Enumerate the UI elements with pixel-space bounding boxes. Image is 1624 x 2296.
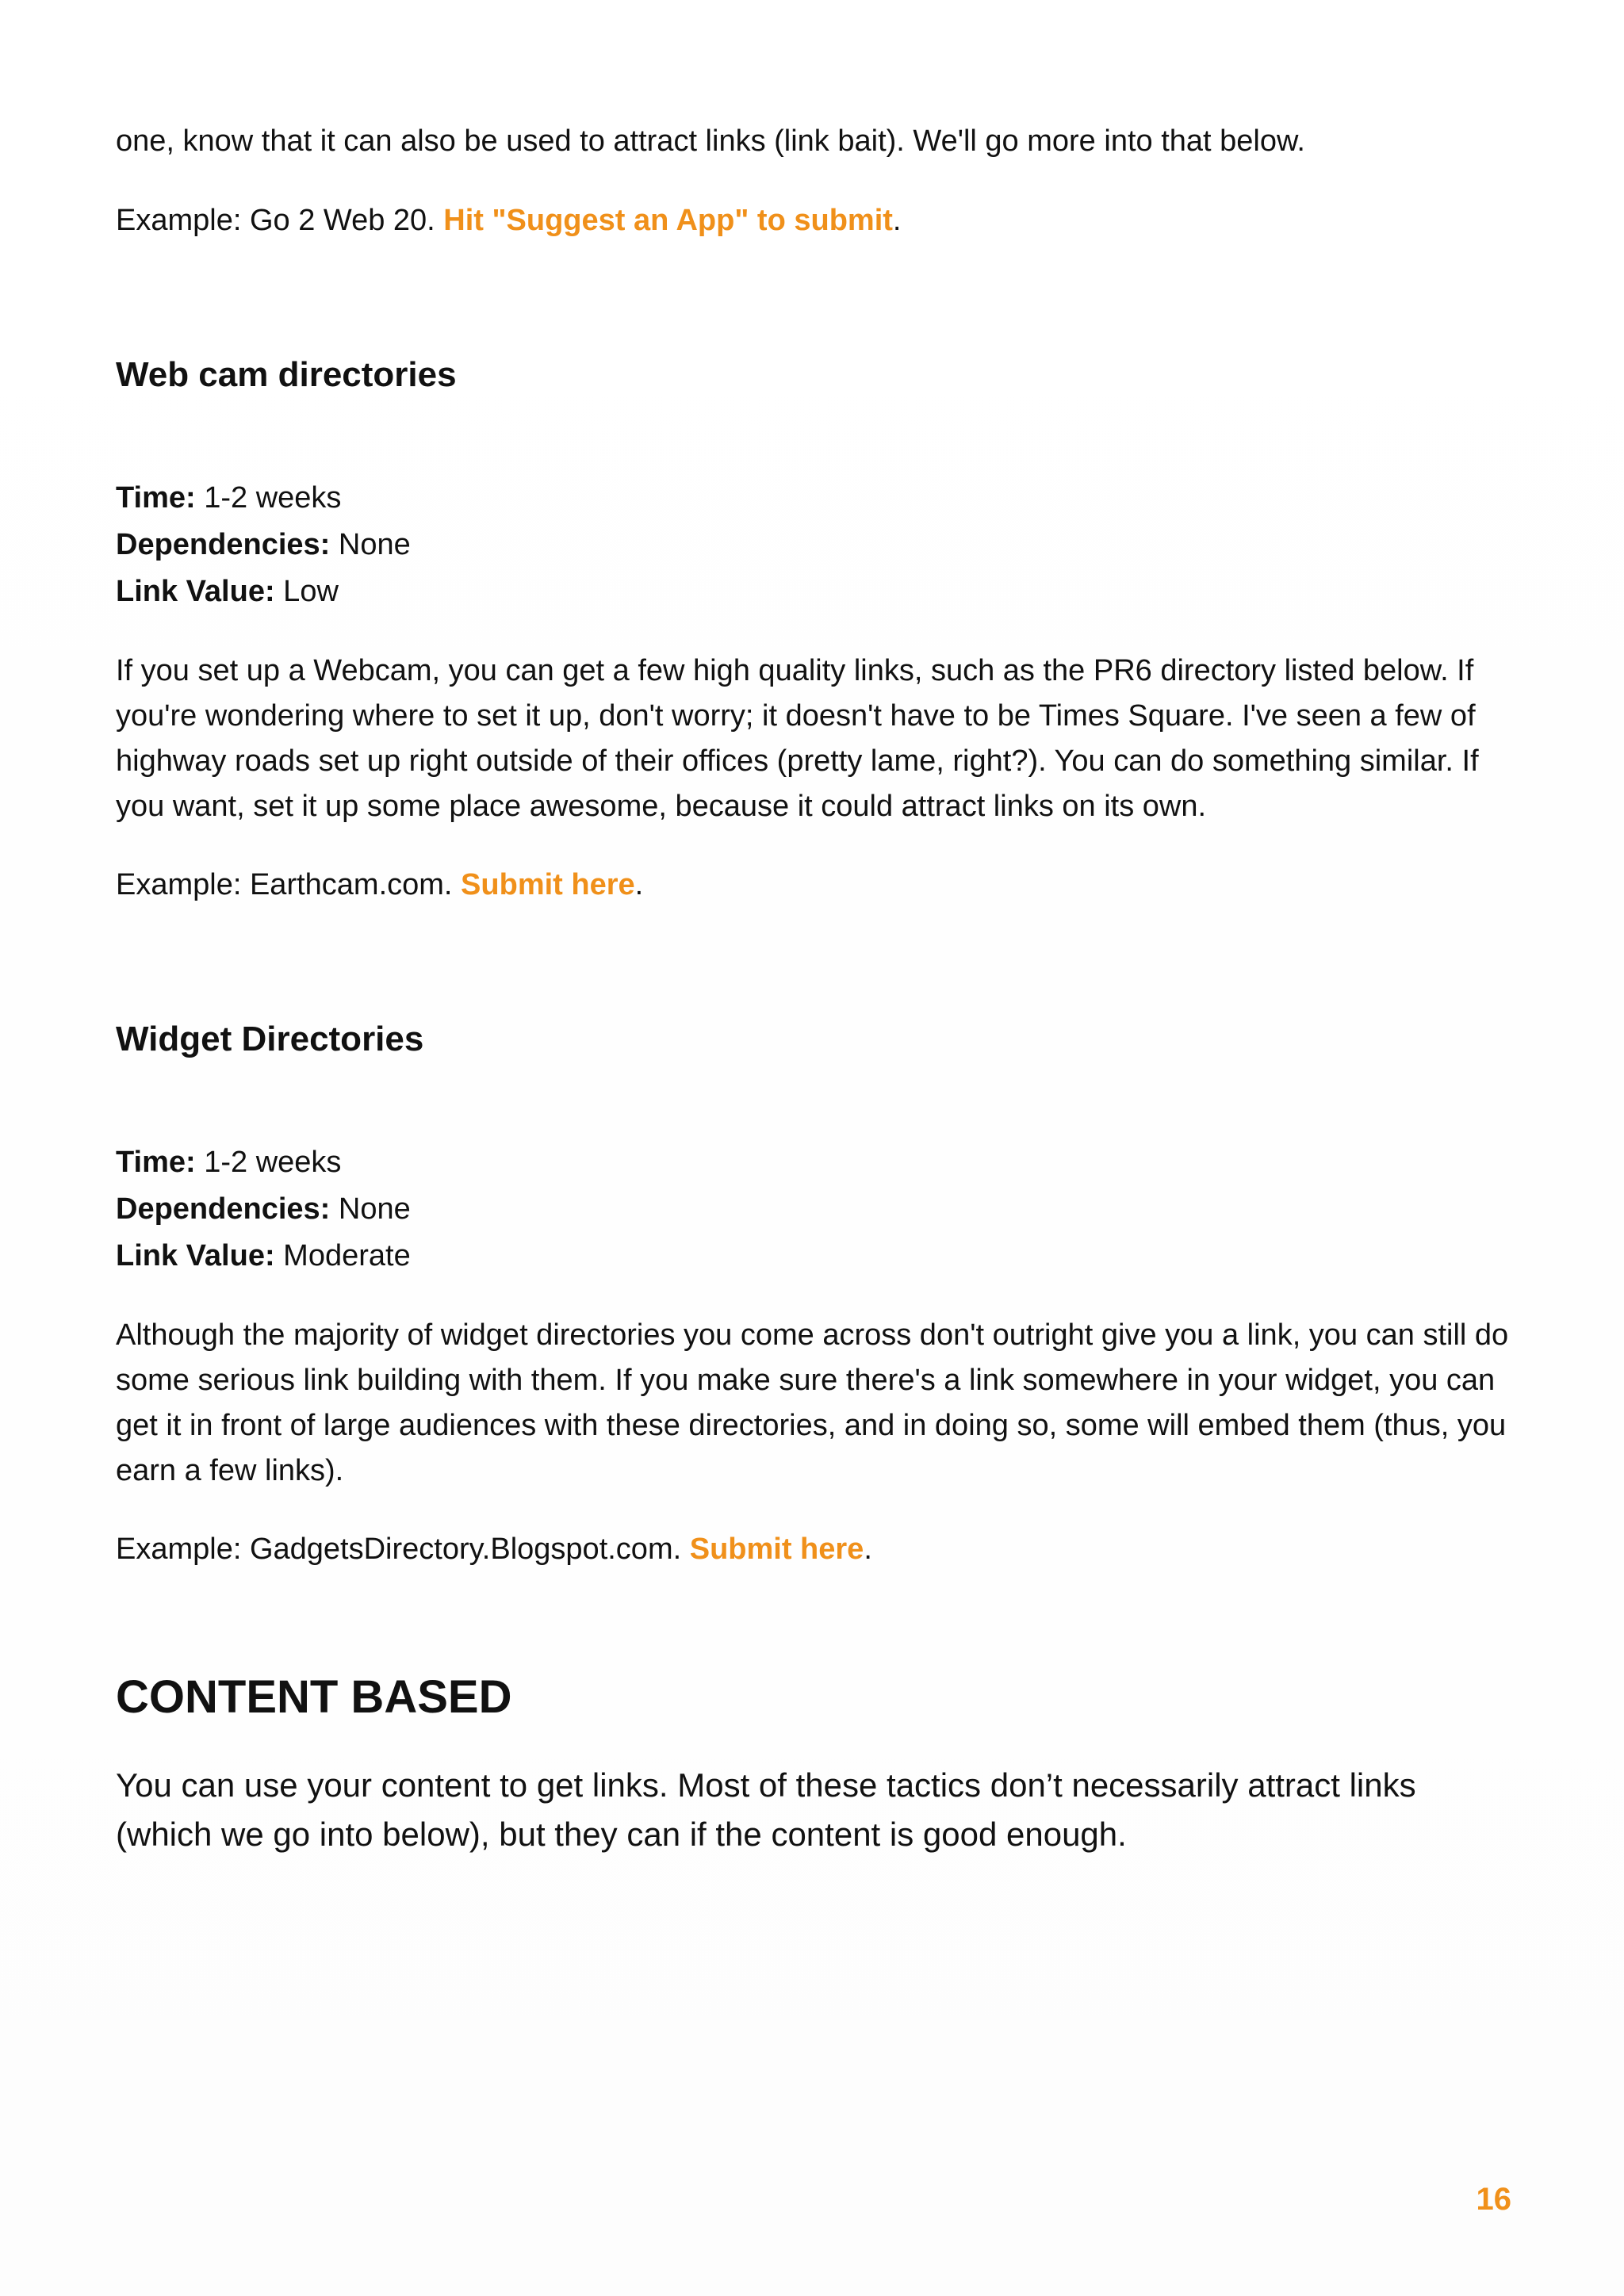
widget-time-value: 1-2 weeks [195,1146,342,1179]
suggest-app-link[interactable]: Hit "Suggest an App" to submit [443,204,893,237]
webcam-example-prefix: Example: Earthcam.com. [116,868,462,901]
intro-line: one, know that it can also be used to attract links (link bait). We'll go more into that below. [116,124,1305,158]
webcam-body: If you set up a Webcam, you can get a few high quality links, such as the PR6 directory listed below. If you're wondering where to set it up, don't worry; it doesn't have to be Times Square. I've seen a few of highway roads set up right outside of their offices (pretty lame, right?). You can do something similar. If you want, set it up some place awesome, because it could attract links on its own. [116,654,1479,823]
page-number: 16 [1476,2182,1511,2217]
dependencies-label: Dependencies: [116,528,331,561]
webcam-dependencies-value: None [330,528,411,561]
time-label: Time: [116,1146,196,1179]
example-go2web20-prefix: Example: Go 2 Web 20. [116,204,444,237]
link-value-label: Link Value: [116,1239,275,1272]
content-based-body: You can use your content to get links. Most of these tactics don’t necessarily attract links (which we go into below), but they can if the content is good enough. [116,1766,1416,1853]
webcam-time [116,475,1511,522]
widget-example-prefix: Example: GadgetsDirectory.Blogspot.com. [116,1533,690,1566]
time-label: Time: [116,481,196,515]
widget-dependencies [116,1186,1511,1233]
example-go2web20-suffix: . [892,204,902,237]
webcam-example-suffix: . [634,868,644,901]
widget-link-value-value: Moderate [274,1239,411,1272]
widget-example [116,1527,1511,1572]
link-value-label: Link Value: [116,575,275,608]
content-based-heading: CONTENT BASED [116,1671,512,1723]
widget-meta [116,1139,1511,1280]
webcam-time-value: 1-2 weeks [195,481,342,515]
widget-time [116,1139,1511,1186]
widget-body: Although the majority of widget directories you come across don't outright give you a link, you can still do some serious link building with them. If you make sure there's a link somewhere in your widget, you can get it in front of large audiences with these directories, and in doing so, some will embed them (thus, you earn a few links). [116,1318,1509,1487]
widget-example-suffix: . [864,1533,872,1566]
example-go2web20 [116,198,1511,243]
widget-submit-link[interactable]: Submit here [689,1533,864,1566]
webcam-example [116,863,1511,908]
webcam-heading: Web cam directories [116,355,457,394]
webcam-meta [116,475,1511,615]
webcam-dependencies [116,522,1511,568]
dependencies-label: Dependencies: [116,1192,331,1226]
widget-link-value [116,1233,1511,1280]
widget-heading: Widget Directories [116,1020,424,1058]
webcam-submit-link[interactable]: Submit here [461,868,635,901]
widget-dependencies-value: None [330,1192,411,1226]
webcam-link-value [116,568,1511,615]
webcam-link-value-value: Low [274,575,339,608]
page-content [116,119,1511,1859]
